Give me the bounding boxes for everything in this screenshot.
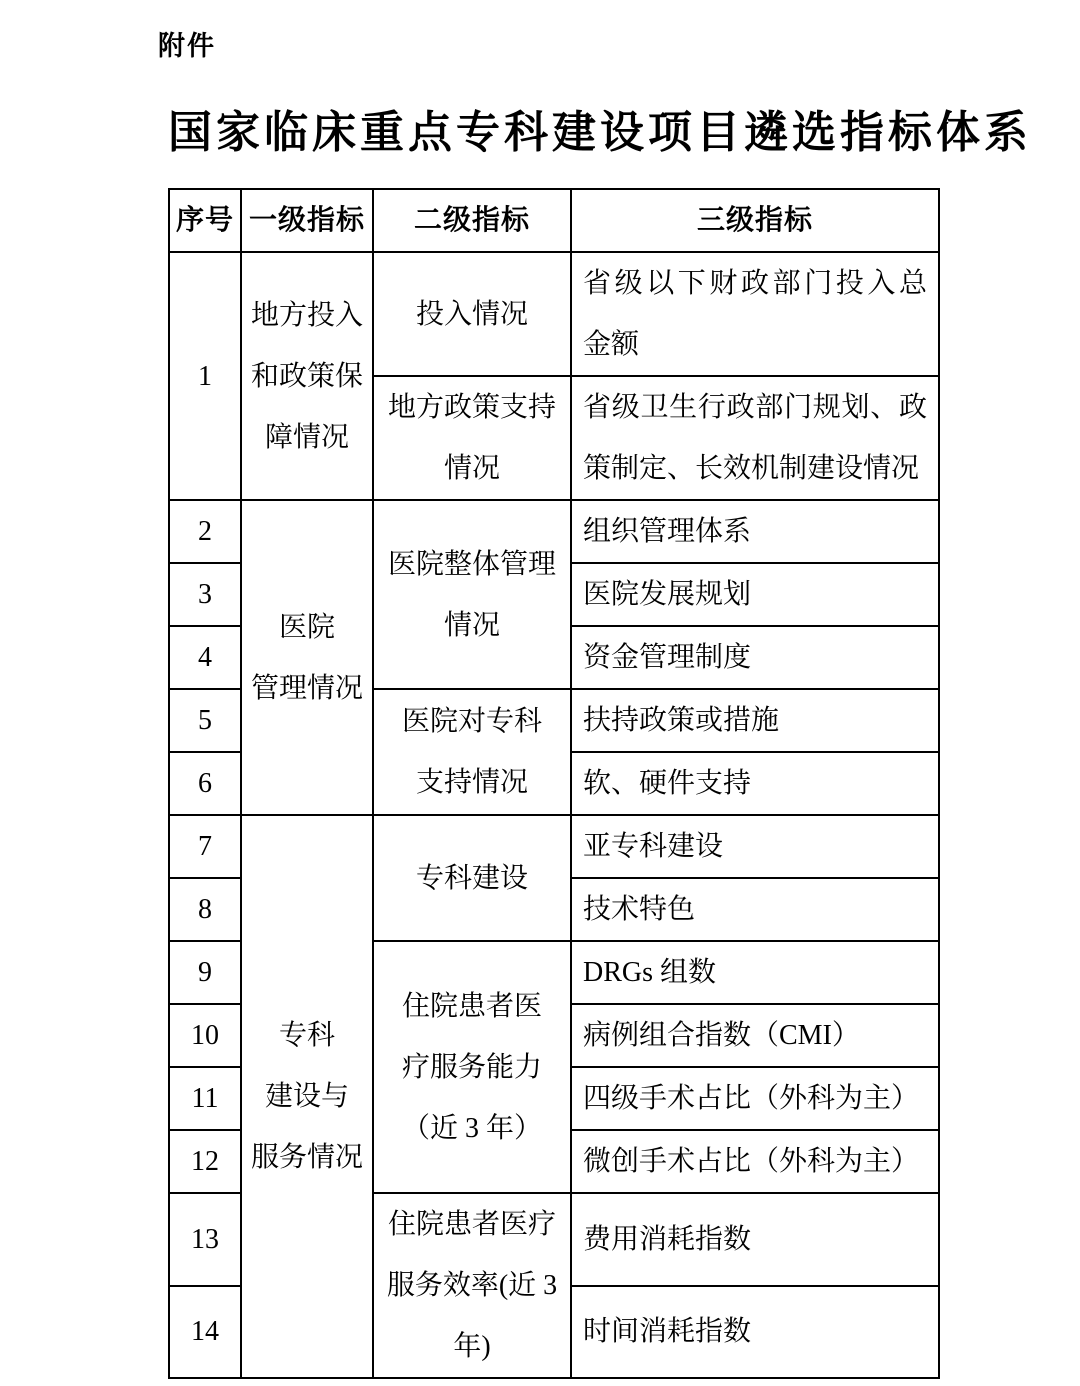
cell-line: （近 3 年）	[401, 1112, 542, 1144]
seq-cell: 8	[169, 878, 241, 941]
level3-cell	[571, 563, 939, 626]
cell-line: 年)	[453, 1331, 491, 1362]
level3-cell	[571, 941, 939, 1004]
cell-line: 省级卫生行政部门规划、政	[583, 392, 927, 423]
seq-cell: 5	[169, 689, 241, 752]
cell-line: 投入情况	[415, 298, 528, 330]
cell-line: 和政策保	[250, 360, 363, 392]
seq-cell: 3	[169, 563, 241, 626]
seq-cell: 4	[169, 626, 241, 689]
level1-cell	[241, 252, 373, 500]
cell-line: 地方投入	[250, 299, 363, 331]
header-level3: 三级指标	[571, 189, 939, 252]
seq-cell: 14	[169, 1286, 241, 1379]
level3-cell	[571, 1193, 939, 1286]
cell-line: 专科	[278, 1020, 335, 1051]
level3-cell	[571, 1004, 939, 1067]
level1-cell	[241, 815, 373, 1378]
seq-cell: 1	[169, 252, 241, 500]
table-row	[169, 500, 939, 563]
cell-line: 组织管理体系	[583, 516, 752, 547]
seq-cell: 12	[169, 1130, 241, 1193]
cell-line: 策制定、长效机制建设情况	[583, 453, 920, 484]
cell-line: 亚专科建设	[583, 831, 724, 862]
cell-line: 管理情况	[250, 672, 363, 704]
seq-cell: 6	[169, 752, 241, 815]
level3-cell	[571, 376, 939, 500]
seq-cell: 7	[169, 815, 241, 878]
table-header-row	[169, 189, 939, 252]
cell-line: 服务效率(近 3	[386, 1270, 558, 1301]
cell-line: 省级以下财政部门投入总	[583, 268, 927, 299]
cell-line: 情况	[443, 609, 500, 641]
cell-line: 微创手术占比（外科为主）	[583, 1146, 920, 1177]
cell-line: 障情况	[264, 421, 349, 453]
level2-cell	[373, 815, 571, 941]
header-level1: 一级指标	[241, 189, 373, 252]
seq-cell: 13	[169, 1193, 241, 1286]
level2-cell	[373, 689, 571, 815]
cell-line: 服务情况	[250, 1142, 363, 1173]
cell-line: 四级手术占比（外科为主）	[583, 1083, 920, 1114]
level3-cell	[571, 1286, 939, 1379]
seq-cell: 11	[169, 1067, 241, 1130]
cell-line: 金额	[583, 329, 640, 360]
cell-line: DRGs 组数	[583, 957, 717, 988]
cell-line: 医院发展规划	[583, 579, 752, 610]
cell-line: 医院	[278, 611, 335, 643]
cell-line: 资金管理制度	[583, 642, 752, 673]
cell-line: 医院整体管理	[387, 548, 556, 580]
cell-line: 建设与	[264, 1081, 349, 1112]
level3-cell	[571, 878, 939, 941]
level3-cell	[571, 815, 939, 878]
cell-line: 疗服务能力	[401, 1051, 542, 1083]
seq-cell: 9	[169, 941, 241, 1004]
level2-cell	[373, 376, 571, 500]
table-row	[169, 815, 939, 878]
cell-line: 费用消耗指数	[583, 1223, 752, 1255]
level1-cell	[241, 500, 373, 815]
level3-cell	[571, 500, 939, 563]
cell-line: 扶持政策或措施	[583, 705, 780, 736]
header-seq: 序号	[169, 189, 241, 252]
level3-cell	[571, 1067, 939, 1130]
cell-line: 软、硬件支持	[583, 768, 752, 799]
cell-line: 情况	[443, 453, 500, 484]
header-level2: 二级指标	[373, 189, 571, 252]
level2-cell	[373, 941, 571, 1193]
level2-cell	[373, 500, 571, 689]
indicator-table	[168, 188, 940, 1379]
seq-cell: 10	[169, 1004, 241, 1067]
level2-cell	[373, 1193, 571, 1378]
attachment-label: 附件	[158, 31, 216, 61]
cell-line: 地方政策支持	[387, 392, 556, 423]
cell-line: 住院患者医疗	[387, 1209, 556, 1240]
cell-line: 技术特色	[583, 894, 696, 925]
cell-line: 病例组合指数（CMI）	[583, 1020, 860, 1051]
document-title: 国家临床重点专科建设项目遴选指标体系	[168, 108, 1032, 157]
cell-line: 专科建设	[415, 862, 528, 894]
level3-cell	[571, 689, 939, 752]
level3-cell	[571, 626, 939, 689]
level2-cell	[373, 252, 571, 376]
cell-line: 支持情况	[415, 767, 528, 798]
level3-cell	[571, 1130, 939, 1193]
cell-line: 住院患者医	[401, 990, 542, 1022]
cell-line: 时间消耗指数	[583, 1316, 752, 1348]
cell-line: 医院对专科	[401, 706, 542, 737]
level3-cell	[571, 752, 939, 815]
table-row	[169, 252, 939, 376]
level3-cell	[571, 252, 939, 376]
seq-cell: 2	[169, 500, 241, 563]
